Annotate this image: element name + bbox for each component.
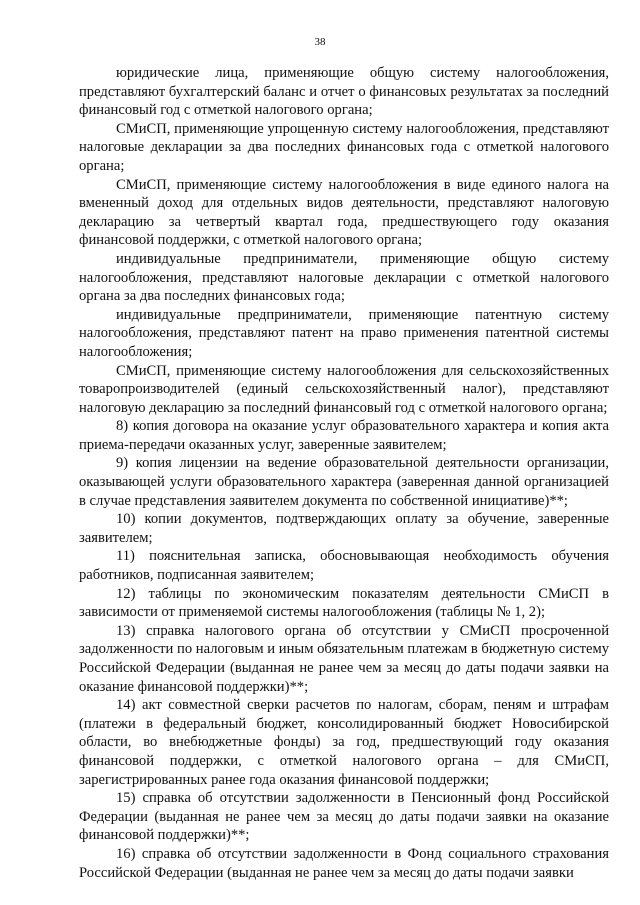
paragraph-entrepreneurs-patent: индивидуальные предприниматели, применяющие патентную систему налогообложения, представляют патент на право применения патентной системы налогообложения; bbox=[79, 306, 609, 360]
list-item-16: 16) справка об отсутствии задолженности в Фонд социального страхования Российской Федерации (выданная не ранее чем за месяц до даты подачи заявки bbox=[79, 845, 609, 881]
list-item-8: 8) копия договора на оказание услуг образовательного характера и копия акта приема-передачи оказанных услуг, заверенные заявителем; bbox=[79, 418, 609, 453]
page-number: 38 bbox=[314, 36, 326, 48]
paragraph-simplified-system: СМиСП, применяющие упрощенную систему налогообложения, представляют налоговые декларации за два последних финансовых года с отметкой налогового органа; bbox=[79, 120, 609, 174]
list-item-11: 11) пояснительная записка, обосновывающая необходимость обучения работников, подписанная заявителем; bbox=[79, 548, 609, 584]
paragraph-entrepreneurs-general: индивидуальные предприниматели, применяющие общую систему налогообложения, представляют налоговые декларации с отметкой налогового органа за два последних финансовых года; bbox=[79, 250, 609, 305]
paragraph-agricultural-tax: СМиСП, применяющие систему налогообложения для сельскохозяйственных товаропроизводителей (единый сельскохозяйственный налог), представляют налоговую декларацию за последний финансовый год с отметкой налогового органа; bbox=[79, 362, 609, 416]
paragraph-imputed-income-tax: СМиСП, применяющие систему налогообложения в виде единого налога на вмененный доход для отдельных видов деятельности, представляют налоговую декларацию за четвертый квартал года, предшествующего году оказания финансовой поддержки, с отметкой налогового органа; bbox=[79, 176, 609, 249]
list-item-15: 15) справка об отсутствии задолженности в Пенсионный фонд Российской Федерации (выданная не ранее чем за месяц до даты подачи заявки на оказание финансовой поддержки)**; bbox=[79, 790, 609, 844]
list-item-10: 10) копии документов, подтверждающих оплату за обучение, заверенные заявителем; bbox=[79, 511, 609, 546]
list-item-12: 12) таблицы по экономическим показателям деятельности СМиСП в зависимости от применяемой системы налогообложения (таблицы № 1, 2); bbox=[79, 585, 609, 621]
document-body bbox=[79, 64, 609, 882]
paragraph-legal-entities-general: юридические лица, применяющие общую систему налогообложения, представляют бухгалтерский баланс и отчет о финансовых результатах за последний финансовый год с отметкой налогового органа; bbox=[79, 65, 609, 119]
list-item-13: 13) справка налогового органа об отсутствии у СМиСП просроченной задолженности по налоговым и иным обязательным платежам в бюджетную систему Российской Федерации (выданная не ранее чем за месяц до даты подачи заявки на оказание финансовой поддержки)**; bbox=[79, 622, 609, 695]
list-item-9: 9) копия лицензии на ведение образовательной деятельности организации, оказывающей услуги образовательного характера (заверенная данной организацией в случае представления заявителем документа по собственной инициативе)**; bbox=[79, 455, 609, 509]
list-item-14: 14) акт совместной сверки расчетов по налогам, сборам, пеням и штрафам (платежи в федеральный бюджет, консолидированный бюджет Новосибирской области, во внебюджетные фонды) за год, предшествующий году оказания финансовой поддержки, с отметкой налогового органа – для СМиСП, зарегистрированных ранее года оказания финансовой поддержки; bbox=[79, 697, 609, 788]
